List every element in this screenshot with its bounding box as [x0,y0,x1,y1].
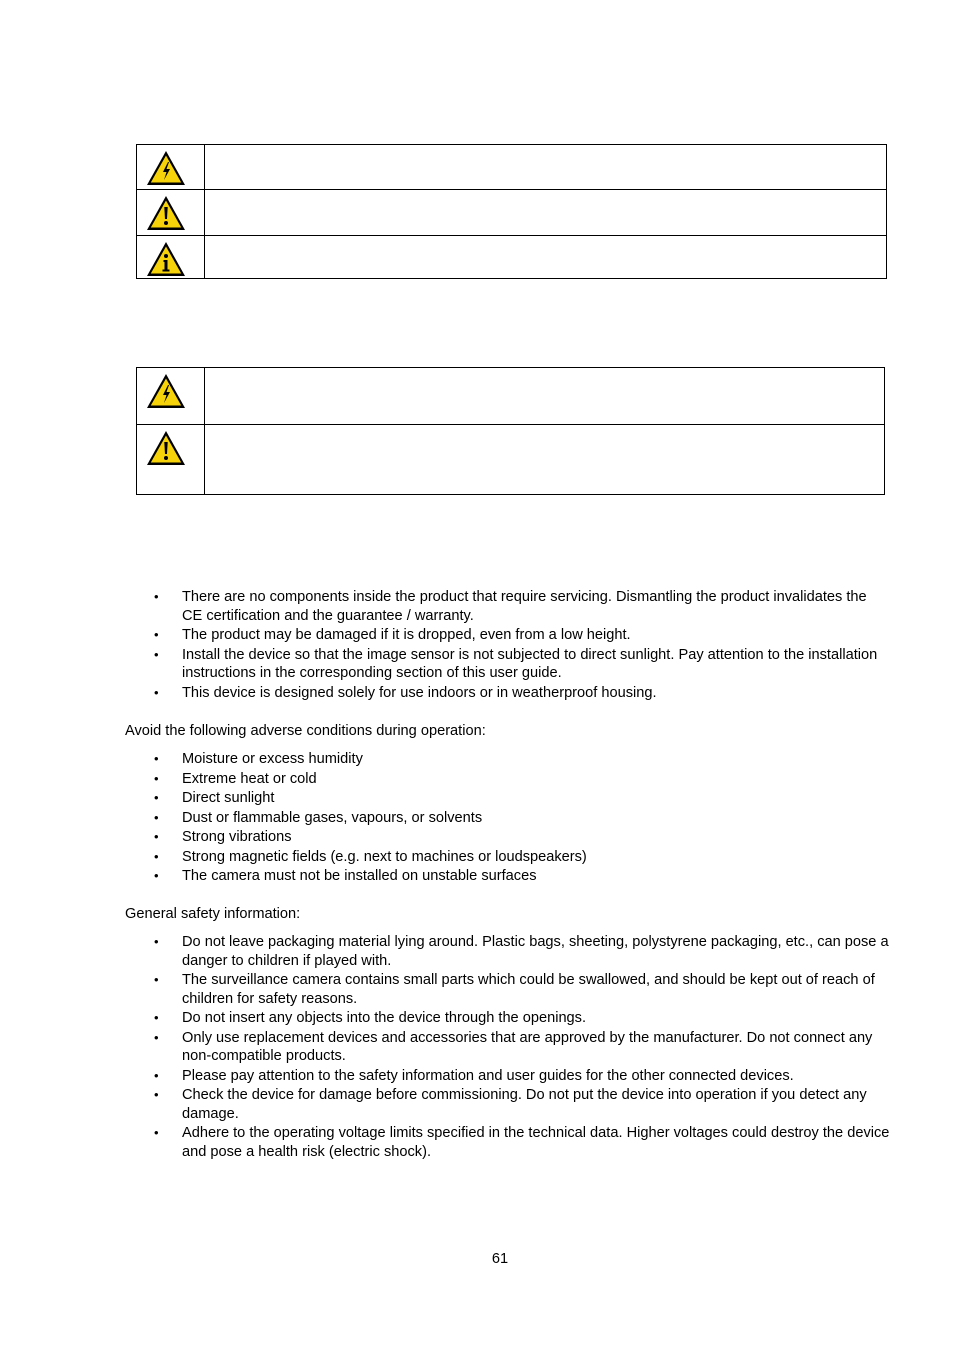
symbol-cell [137,425,205,495]
adverse-conditions-list [150,750,890,887]
symbol-table-2 [136,367,885,495]
list-item: • Moisture or excess humidity [150,750,890,769]
list-item: • Strong vibrations [150,828,890,847]
adverse-conditions-heading: Avoid the following adverse conditions during operation: [125,723,486,739]
symbol-description [205,190,887,236]
list-item: • Direct sunlight [150,789,890,808]
list-item: • Install the device so that the image sensor is not subjected to direct sunlight. Pay attention to the installation instructions in the corresponding section of this user guide. [150,646,890,683]
symbol-cell [137,236,205,279]
symbol-description [205,145,887,190]
lightning-warning-icon [145,372,187,410]
list-item: • This device is designed solely for use indoors or in weatherproof housing. [150,684,890,703]
symbol-description [205,425,885,495]
exclamation-warning-icon [145,429,187,467]
symbol-cell [137,190,205,236]
symbol-cell [137,368,205,425]
list-item: • The surveillance camera contains small parts which could be swallowed, and should be kept out of reach of children for safety reasons. [150,971,890,1008]
symbol-description [205,236,887,279]
intro-bullet-list [150,588,890,703]
list-item: • Adhere to the operating voltage limits specified in the technical data. Higher voltages could destroy the device and pose a health risk (electric shock). [150,1124,890,1161]
list-item: • Please pay attention to the safety information and user guides for the other connected devices. [150,1067,890,1086]
list-item: • Extreme heat or cold [150,770,890,789]
list-item: • Do not insert any objects into the device through the openings. [150,1009,890,1028]
list-item: • The product may be damaged if it is dropped, even from a low height. [150,626,890,645]
safety-info-list [150,933,890,1162]
symbol-table-1 [136,144,887,279]
list-item: • Only use replacement devices and accessories that are approved by the manufacturer. Do not connect any non-compatible products. [150,1029,890,1066]
info-warning-icon [145,240,187,278]
list-item: • Do not leave packaging material lying around. Plastic bags, sheeting, polystyrene packaging, etc., can pose a danger to children if played with. [150,933,890,970]
list-item: • The camera must not be installed on unstable surfaces [150,867,890,886]
list-item: • Strong magnetic fields (e.g. next to machines or loudspeakers) [150,848,890,867]
safety-info-heading: General safety information: [125,906,301,922]
exclamation-warning-icon [145,194,187,232]
lightning-warning-icon [145,149,187,187]
symbol-cell [137,145,205,190]
symbol-description [205,368,885,425]
list-item: • There are no components inside the product that require servicing. Dismantling the product invalidates the CE certification and the guarantee / warranty. [150,588,890,625]
list-item: • Check the device for damage before commissioning. Do not put the device into operation if you detect any damage. [150,1086,890,1123]
page-number: 61 [491,1251,509,1267]
list-item: • Dust or flammable gases, vapours, or solvents [150,809,890,828]
